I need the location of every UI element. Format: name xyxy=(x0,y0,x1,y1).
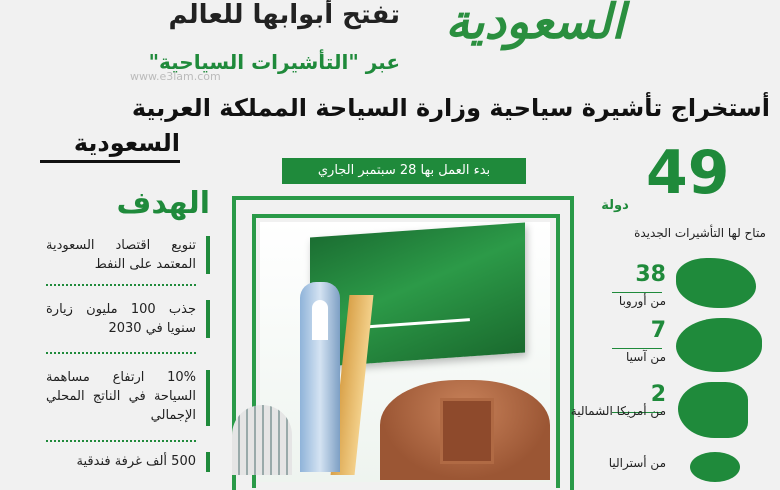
goal-divider xyxy=(46,352,196,354)
europe-label: من أوروبا xyxy=(618,294,666,308)
tower-opening xyxy=(312,300,328,340)
headline-line2: السعودية xyxy=(40,126,180,163)
goal-marker xyxy=(206,370,210,426)
countries-word: دولة xyxy=(601,198,629,213)
goal-marker xyxy=(206,452,210,472)
saudi-flag-image xyxy=(310,222,525,367)
goal-item: تنويع اقتصاد السعودية المعتمد على النفط xyxy=(46,238,196,272)
goal-item: جذب 100 مليون زيارة سنويا في 2030 xyxy=(46,302,196,336)
asia-divider xyxy=(612,348,662,349)
europe-divider xyxy=(612,292,662,293)
goal-divider xyxy=(46,284,196,286)
europe-map-icon xyxy=(676,258,756,308)
tourist-visa-label: عبر "التأشيرات السياحية" xyxy=(148,50,400,74)
headline: أستخراج تأشيرة سياحية وزارة السياحة المملكة العربية xyxy=(131,94,770,122)
australia-map-icon xyxy=(690,452,740,482)
watermark: www.e3lam.com xyxy=(130,70,221,83)
goals-title: الهدف xyxy=(116,186,210,221)
goal-marker xyxy=(206,236,210,274)
north-america-map-icon xyxy=(678,382,748,438)
asia-count: 7 xyxy=(650,318,666,343)
available-text: متاح لها التأشيرات الجديدة xyxy=(634,226,766,240)
europe-count: 38 xyxy=(635,262,666,287)
australia-label: من أستراليا xyxy=(608,456,666,470)
start-date-banner: بدء العمل بها 28 سبتمبر الجاري xyxy=(282,158,526,184)
goal-item: 500 ألف غرفة فندقية xyxy=(76,454,196,469)
asia-map-icon xyxy=(676,318,762,372)
north-america-label: من أمريكا الشمالية xyxy=(570,404,666,418)
main-title: السعودية xyxy=(445,0,625,50)
goal-marker xyxy=(206,300,210,338)
goal-item: 10% ارتفاع مساهمة السياحة في الناتج المحلي الإجمالي xyxy=(46,370,196,423)
north-america-count: 2 xyxy=(650,382,666,407)
opens-title: تفتح أبوابها للعالم xyxy=(168,0,400,30)
total-countries-number: 49 xyxy=(646,138,730,208)
asia-label: من آسيا xyxy=(625,350,666,364)
round-building-image xyxy=(232,405,292,475)
rock-tomb-facade xyxy=(440,398,494,464)
goal-divider xyxy=(46,440,196,442)
